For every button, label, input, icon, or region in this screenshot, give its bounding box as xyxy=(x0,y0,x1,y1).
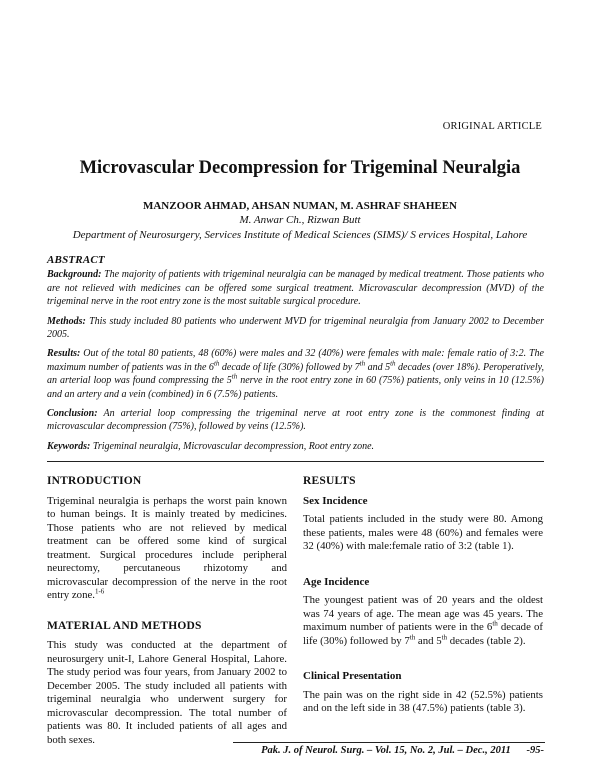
ordinal-sup: th xyxy=(231,372,238,381)
age-text-4: decades (table 2). xyxy=(447,634,526,647)
age-text-2: decade of life (30%) followed by 7 xyxy=(303,621,544,647)
age-incidence-text xyxy=(303,594,543,648)
abstract-conclusion xyxy=(47,407,544,434)
age-incidence-heading: Age Incidence xyxy=(303,575,370,588)
abstract-background-text: The majority of patients with trigeminal neuralgia can be managed by medical treatment. Those patients who are not relieved with medicines can be offered some surgical treatment. Microvascular decompression (MVD) of the trigeminal nerve in the root entry zone is the most suitable surgical procedure. xyxy=(47,269,545,308)
right-column xyxy=(303,475,543,716)
affiliation: Department of Neurosurgery, Services Institute of Medical Sciences (SIMS)/ S ervices Hospital, Lahore xyxy=(72,229,528,241)
introduction-body: Trigeminal neuralgia is perhaps the worst pain known to human beings. It is mainly treated by medicines. Those patients who are not relieved by medical treatment can be offered some kind of surgical treatment. Surgical procedures include peripheral neurectomy, percutaneous rhizotomy and microvascular decompression of the nerve in the root entry zone. xyxy=(47,494,287,601)
reference-sup: 1-6 xyxy=(94,587,105,596)
journal-citation: Pak. J. of Neurol. Surg. – Vol. 15, No. 2, Jul. – Dec., 2011 xyxy=(261,745,511,756)
abstract-conclusion-label: Conclusion: xyxy=(47,408,98,420)
abstract-results-text-1: Out of the total 80 patients, 48 (60%) were males and 32 (40%) were females with male: female ratio of 3:2. The maximum number of patients was in the 6 xyxy=(47,348,544,373)
abstract-results-label: Results: xyxy=(47,348,81,360)
author-list-secondary: M. Anwar Ch., Rizwan Butt xyxy=(239,214,361,226)
footer-divider xyxy=(233,742,545,743)
sex-incidence-text: Total patients included in the study were 80. Among these patients, males were 48 (60%) and females were 32 (40%) with male:female ratio of 3:2 (table 1). xyxy=(303,513,543,552)
introduction-heading: INTRODUCTION xyxy=(47,475,142,487)
left-column xyxy=(47,475,287,747)
abstract-conclusion-text: An arterial loop compressing the trigeminal nerve at root entry zone is the commonest finding at microvascular decompression (75%), followed by veins (12.5%). xyxy=(47,408,544,433)
abstract-results-text-4: decades (over 18%). Peroperatively, an arterial loop was found compressing the 5 xyxy=(47,361,545,387)
methods-text: This study was conducted at the department of neurosurgery unit-I, Lahore General Hospital, Lahore. The study period was four years, from January 2002 to December 2005. The study included all patients with trigeminal neuralgia who underwent surgery for microvascular decompression. The total number of patients was 80. It included patients of all ages and both sexes. xyxy=(47,639,287,746)
clinical-presentation-heading: Clinical Presentation xyxy=(303,670,402,682)
ordinal-sup: th xyxy=(492,619,498,628)
abstract-results-text-3: and 5 xyxy=(365,361,391,373)
ordinal-sup: th xyxy=(409,632,416,641)
page-number: -95- xyxy=(526,745,544,756)
keywords-text: Trigeminal neuralgia, Microvascular decompression, Root entry zone. xyxy=(92,440,375,452)
abstract-keywords xyxy=(47,440,544,453)
age-text-3: and 5 xyxy=(415,634,442,647)
article-type-label: ORIGINAL ARTICLE xyxy=(442,121,542,132)
methods-heading: MATERIAL AND METHODS xyxy=(47,619,202,632)
ordinal-sup: th xyxy=(441,632,448,641)
abstract-methods-label: Methods: xyxy=(47,315,86,327)
abstract-background xyxy=(47,268,544,308)
author-list: MANZOOR AHMAD, AHSAN NUMAN, M. ASHRAF SHAHEEN xyxy=(142,200,457,212)
introduction-text xyxy=(47,495,287,603)
abstract xyxy=(47,254,544,459)
abstract-background-label: Background: xyxy=(47,269,102,281)
article-title: Microvascular Decompression for Trigeminal Neuralgia xyxy=(79,158,521,178)
abstract-methods xyxy=(47,315,544,342)
page-footer xyxy=(220,745,544,756)
sex-incidence-heading: Sex Incidence xyxy=(303,494,368,507)
abstract-heading: ABSTRACT xyxy=(47,254,105,266)
keywords-label: Keywords: xyxy=(47,440,91,452)
section-divider xyxy=(47,461,544,462)
abstract-results xyxy=(47,347,544,401)
results-heading: RESULTS xyxy=(303,475,356,487)
ordinal-sup: th xyxy=(390,359,396,368)
ordinal-sup: th xyxy=(213,359,220,368)
ordinal-sup: th xyxy=(359,359,366,368)
abstract-results-text-5: nerve in the root entry zone in 60 (75%) patients, only veins in 10 (12.5%) and an artery and a vein (combined) in 6 (7.5%) patients. xyxy=(47,375,544,400)
abstract-results-text-2: decade of life (30%) followed by 7 xyxy=(219,361,360,373)
age-text-1: The youngest patient was of 20 years and the oldest was 74 years of age. The mean age was 45 years. The maximum number of patients were in the 6 xyxy=(303,594,543,633)
clinical-presentation-text: The pain was on the right side in 42 (52.5%) patients and on the left side in 38 (47.5%) patients (table 3). xyxy=(303,688,543,714)
abstract-methods-text: This study included 80 patients who underwent MVD for trigeminal neuralgia from January 2002 to December 2005. xyxy=(47,315,544,341)
